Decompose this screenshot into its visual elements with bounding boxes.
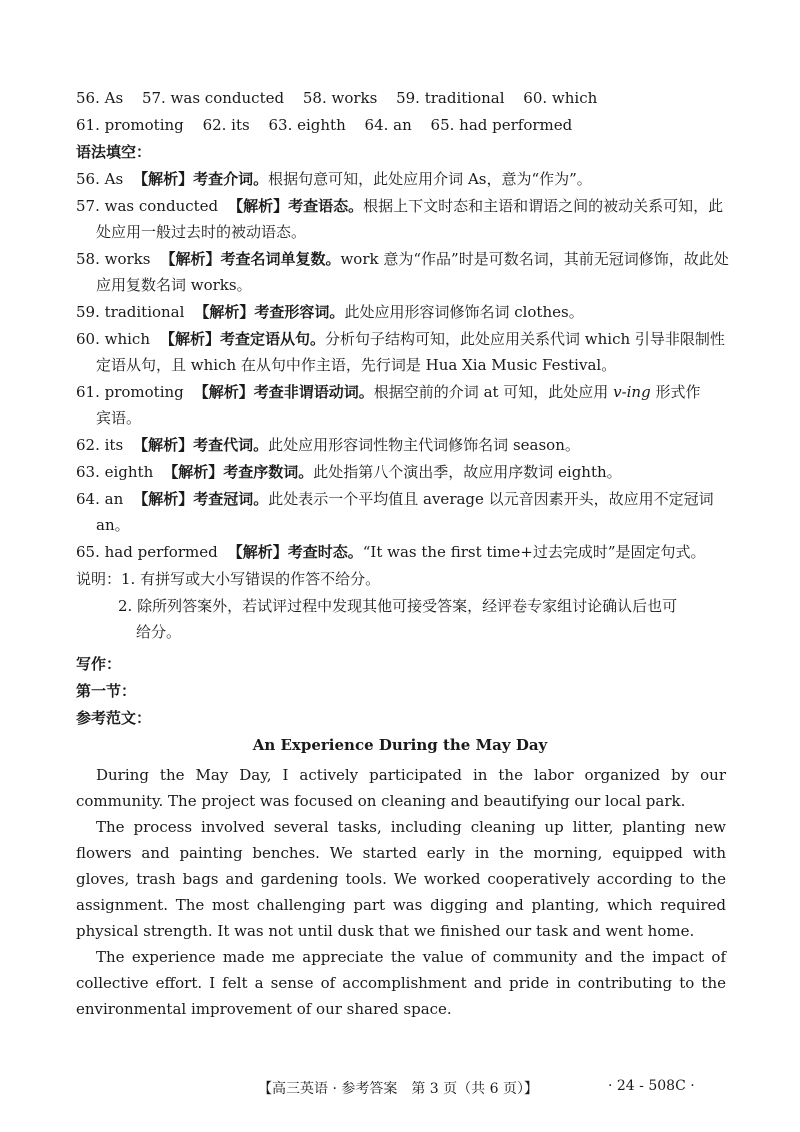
answer: 60. which bbox=[523, 89, 598, 107]
item-number: 61. promoting bbox=[76, 383, 184, 401]
essay-title: An Experience During the May Day bbox=[252, 736, 548, 754]
explanation-line bbox=[76, 435, 580, 455]
essay-paragraph bbox=[76, 762, 726, 814]
analysis-tag: 【解析】考查介词。 bbox=[133, 170, 269, 188]
explanation-line bbox=[76, 542, 706, 562]
analysis-tag: 【解析】考查定语从句。 bbox=[159, 330, 325, 348]
explanation-line bbox=[76, 489, 714, 509]
explanation-continuation: 应用复数名词 works。 bbox=[96, 276, 252, 294]
explanation-text: 根据上下文时态和主语和谓语之间的被动关系可知，此 bbox=[363, 197, 724, 215]
explanation-text: 根据空前的介词 at 可知，此处应用 bbox=[373, 383, 609, 401]
note-2-continuation: 给分。 bbox=[136, 623, 182, 641]
item-number: 60. which bbox=[76, 330, 150, 348]
explanation-continuation: 宾语。 bbox=[96, 409, 142, 427]
explanation-text: 此处表示一个平均值且 average 以元音因素开头，故应用不定冠词 bbox=[268, 490, 714, 508]
item-number: 57. was conducted bbox=[76, 197, 219, 215]
essay-paragraph-text: During the May Day, I actively participated in the labor organized by our community. The project was focused on cleaning and beautifying our local park. bbox=[76, 766, 726, 810]
analysis-tag: 【解析】考查名词单复数。 bbox=[160, 250, 341, 268]
analysis-tag: 【解析】考查时态。 bbox=[227, 543, 363, 561]
item-number: 56. As bbox=[76, 170, 124, 188]
answer: 61. promoting bbox=[76, 116, 184, 134]
explanation-continuation: 定语从句，且 which 在从句中作主语，先行词是 Hua Xia Music Festival。 bbox=[96, 356, 617, 374]
item-number: 65. had performed bbox=[76, 543, 218, 561]
footer-page-info: 【高三英语 · 参考答案 第 3 页（共 6 页）】 bbox=[258, 1081, 538, 1097]
explanation-text: 形式作 bbox=[650, 383, 701, 401]
explanation-text: “It was the first time+过去完成时”是固定句式。 bbox=[362, 543, 706, 561]
explanation-text: 此处应用形容词性物主代词修饰名词 season。 bbox=[268, 436, 580, 454]
explanation-line bbox=[76, 302, 584, 322]
explanation-line bbox=[76, 169, 592, 189]
section-heading-sample: 参考范文： bbox=[76, 709, 152, 727]
section-heading-grammar: 语法填空： bbox=[76, 143, 152, 161]
explanation-text: 根据句意可知，此处应用介词 As，意为“作为”。 bbox=[268, 170, 592, 188]
answer: 57. was conducted bbox=[141, 89, 285, 107]
analysis-tag: 【解析】考查冠词。 bbox=[133, 490, 269, 508]
essay-paragraph bbox=[76, 944, 726, 1022]
analysis-tag: 【解析】考查代词。 bbox=[133, 436, 269, 454]
answer: 58. works bbox=[302, 89, 378, 107]
footer-code: · 24 - 508C · bbox=[608, 1078, 695, 1094]
answers-row-1 bbox=[76, 88, 611, 108]
analysis-tag: 【解析】考查形容词。 bbox=[194, 303, 345, 321]
essay-paragraph-text: The process involved several tasks, including cleaning up litter, planting new flowers and painting benches. We started early in the morning, equipped with gloves, trash bags and gardening tools. We worked cooperatively according to the assignment. The most challenging part was digging and planting, which required physical strength. It was not until dusk that we finished our task and went home. bbox=[76, 818, 726, 940]
note-2: 2. 除所列答案外，若试评过程中发现其他可接受答案，经评卷专家组讨论确认后也可 bbox=[118, 597, 678, 615]
explanation-text: 此处指第八个演出季，故应用序数词 eighth。 bbox=[313, 463, 622, 481]
answer: 64. an bbox=[364, 116, 412, 134]
analysis-tag: 【解析】考查非谓语动词。 bbox=[193, 383, 374, 401]
item-number: 64. an bbox=[76, 490, 124, 508]
answer: 65. had performed bbox=[430, 116, 573, 134]
explanation-line bbox=[76, 462, 622, 482]
analysis-tag: 【解析】考查序数词。 bbox=[163, 463, 314, 481]
note-1: 说明：1. 有拼写或大小写错误的作答不给分。 bbox=[76, 570, 381, 588]
answer: 56. As bbox=[76, 89, 124, 107]
explanation-continuation: 处应用一般过去时的被动语态。 bbox=[96, 223, 307, 241]
answer: 62. its bbox=[202, 116, 250, 134]
explanation-italic: v-ing bbox=[613, 383, 651, 401]
item-number: 59. traditional bbox=[76, 303, 185, 321]
answer: 59. traditional bbox=[396, 89, 505, 107]
answers-row-2 bbox=[76, 115, 586, 135]
explanation-text: 分析句子结构可知，此处应用关系代词 which 引导非限制性 bbox=[325, 330, 725, 348]
analysis-tag: 【解析】考查语态。 bbox=[228, 197, 364, 215]
section-heading-part1: 第一节： bbox=[76, 682, 137, 700]
explanation-line bbox=[76, 382, 700, 402]
essay-paragraph-text: The experience made me appreciate the value of community and the impact of collective effort. I felt a sense of accomplishment and pride in contributing to the environmental improvement of our shared space. bbox=[76, 948, 726, 1018]
essay-paragraph bbox=[76, 814, 726, 944]
explanation-line bbox=[76, 196, 723, 216]
explanation-text: work 意为“作品”时是可数名词，其前无冠词修饰，故此处 bbox=[340, 250, 729, 268]
answer: 63. eighth bbox=[268, 116, 346, 134]
explanation-continuation: an。 bbox=[96, 516, 130, 534]
item-number: 58. works bbox=[76, 250, 151, 268]
explanation-line bbox=[76, 329, 725, 349]
explanation-line bbox=[76, 249, 729, 269]
item-number: 63. eighth bbox=[76, 463, 154, 481]
item-number: 62. its bbox=[76, 436, 124, 454]
section-heading-writing: 写作： bbox=[76, 655, 122, 673]
explanation-text: 此处应用形容词修饰名词 clothes。 bbox=[344, 303, 584, 321]
